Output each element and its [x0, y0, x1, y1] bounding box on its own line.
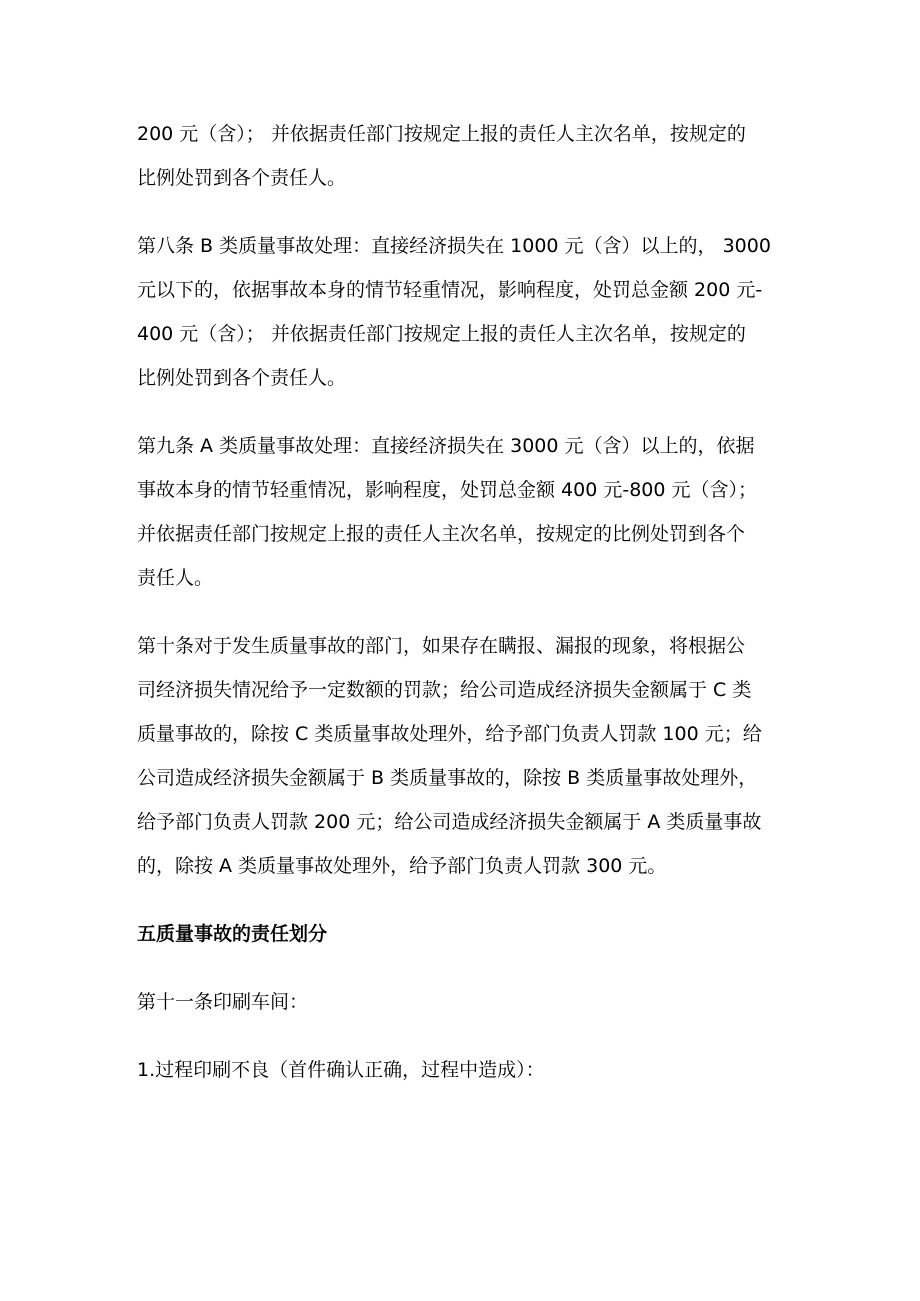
text-line: 质量事故的，除按 C 类质量事故处理外，给予部门负责人罚款 100 元；给 [137, 723, 762, 745]
paragraph-article-ten [137, 624, 787, 888]
paragraph-article-eight [137, 224, 787, 400]
text-line: 第九条 A 类质量事故处理：直接经济损失在 3000 元（含）以上的，依据 [137, 435, 755, 457]
document-page [137, 112, 787, 1116]
text-line: 的，除按 A 类质量事故处理外，给予部门负责人罚款 300 元。 [137, 855, 667, 877]
text-line: 400 元（含）； 并依据责任部门按规定上报的责任人主次名单，按规定的 [137, 323, 746, 345]
text-line: 比例处罚到各个责任人。 [137, 367, 347, 389]
section-heading: 五质量事故的责任划分 [137, 923, 328, 945]
text-line: 事故本身的情节轻重情况，影响程度，处罚总金额 400 元-800 元（含）； [137, 479, 758, 501]
text-line: 1.过程印刷不良（首件确认正确，过程中造成）： [137, 1059, 545, 1081]
text-line: 比例处罚到各个责任人。 [137, 167, 347, 189]
text-line: 第八条 B 类质量事故处理：直接经济损失在 1000 元（含）以上的， 3000 [137, 235, 771, 257]
text-line: 第十条对于发生质量事故的部门，如果存在瞒报、漏报的现象，将根据公 [137, 635, 746, 657]
text-line: 200 元（含）； 并依据责任部门按规定上报的责任人主次名单，按规定的 [137, 123, 746, 145]
text-line: 并依据责任部门按规定上报的责任人主次名单，按规定的比例处罚到各个 [137, 523, 746, 545]
paragraph-article-seven-continued [137, 112, 787, 200]
text-line: 第十一条印刷车间： [137, 991, 309, 1013]
text-line: 元以下的，依据事故本身的情节轻重情况，影响程度，处罚总金额 200 元- [137, 279, 763, 301]
text-line: 司经济损失情况给予一定数额的罚款；给公司造成经济损失金额属于 C 类 [137, 679, 752, 701]
text-line: 责任人。 [137, 567, 214, 589]
text-line: 公司造成经济损失金额属于 B 类质量事故的，除按 B 类质量事故处理外， [137, 767, 758, 789]
list-item-one [137, 1048, 787, 1092]
text-line: 给予部门负责人罚款 200 元；给公司造成经济损失金额属于 A 类质量事故 [137, 811, 762, 833]
paragraph-article-eleven [137, 980, 787, 1024]
paragraph-article-nine [137, 424, 787, 600]
